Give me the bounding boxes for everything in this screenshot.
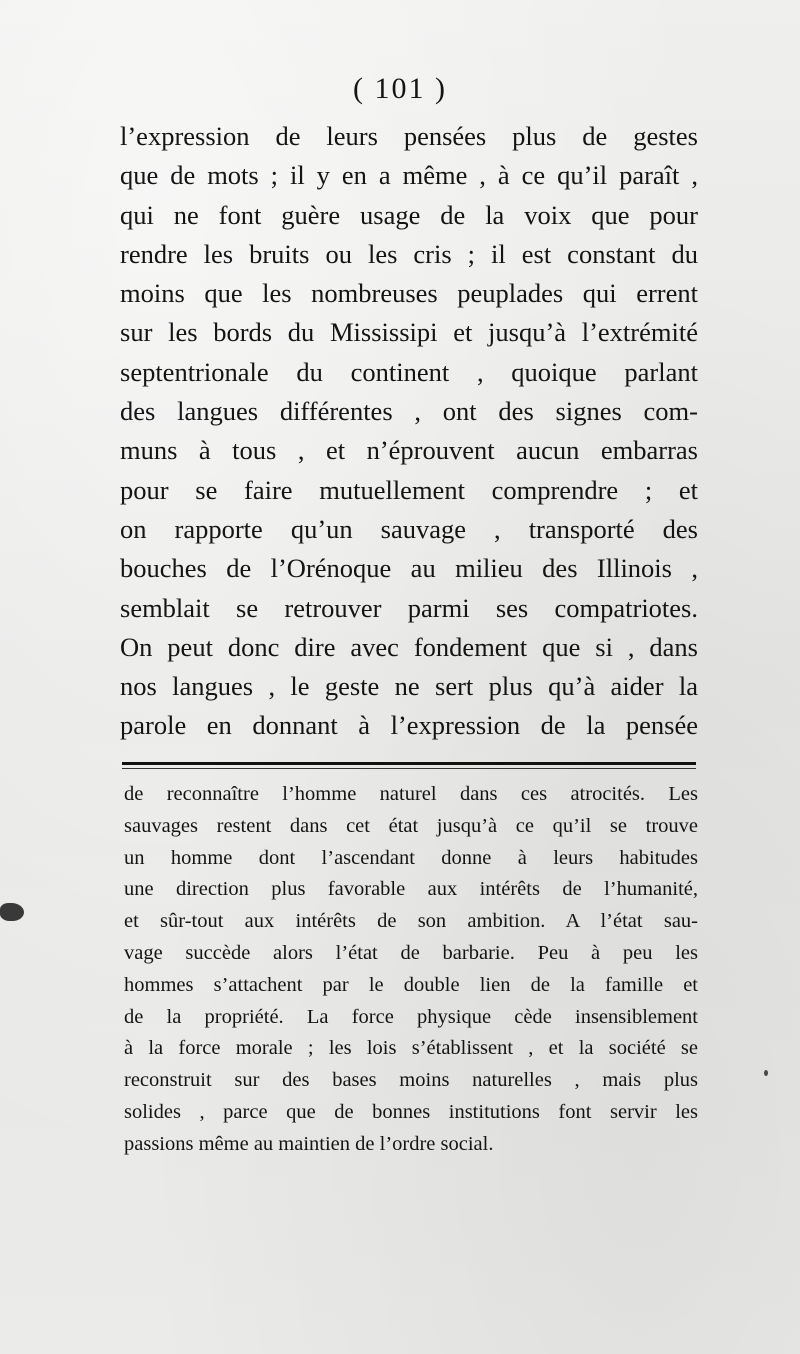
footnote-line: et sûr-tout aux intérêts de son ambition. A l’état sau- [124, 910, 698, 933]
main-text-line: On peut donc dire avec fondement que si , dans [120, 631, 698, 662]
footnote-line: de reconnaître l’homme naturel dans ces atrocités. Les [124, 783, 698, 805]
footnote-line: solides , parce que de bonnes institutions font servir les [124, 1100, 698, 1123]
footnote-line: une direction plus favorable aux intérêts de l’humanité, [124, 878, 698, 901]
footnote-line: à la force morale ; les lois s’établissent , et la société se [124, 1037, 698, 1060]
main-text-line: semblait se retrouver parmi ses compatriotes. [120, 592, 698, 623]
main-text-line: bouches de l’Orénoque au milieu des Illinois , [120, 553, 698, 584]
ink-blot-mark [0, 903, 24, 921]
main-text-line: pour se faire mutuellement comprendre ; et [120, 474, 698, 505]
footnote-block [124, 779, 698, 1161]
footnote-separator-rule [122, 762, 696, 765]
main-text-line: l’expression de leurs pensées plus de gestes [120, 121, 698, 151]
main-text-line: nos langues , le geste ne sert plus qu’à aider la [120, 671, 698, 702]
page-number: ( 101 ) [353, 72, 447, 105]
footnote-line: sauvages restent dans cet état jusqu’à ce qu’il se trouve [124, 814, 698, 837]
main-text-line: que de mots ; il y en a même , à ce qu’il paraît , [120, 160, 698, 191]
footnote-line: passions même au maintien de l’ordre social. [124, 1132, 494, 1155]
main-text-line: septentrionale du continent , quoique parlant [120, 356, 698, 387]
main-text-line: parole en donnant à l’expression de la pensée [120, 710, 698, 741]
main-text-line: rendre les bruits ou les cris ; il est constant du [120, 238, 698, 269]
footnote-line: un homme dont l’ascendant donne à leurs habitudes [124, 846, 698, 869]
main-text-line: qui ne font guère usage de la voix que pour [120, 199, 698, 230]
footnote-separator-rule-thin [122, 768, 696, 769]
footnote-line: de la propriété. La force physique cède insensiblement [124, 1005, 698, 1028]
main-text-line: des langues différentes , ont des signes com- [120, 396, 698, 427]
main-text-line: muns à tous , et n’éprouvent aucun embarras [120, 435, 698, 466]
footnote-line: vage succède alors l’état de barbarie. Peu à peu les [124, 941, 698, 964]
footnote-line: hommes s’attachent par le double lien de la famille et [124, 973, 698, 996]
main-text-block [120, 117, 698, 746]
main-text-line: on rapporte qu’un sauvage , transporté des [120, 513, 698, 544]
main-text-line: sur les bords du Mississipi et jusqu’à l’extrémité [120, 317, 698, 348]
main-text-line: moins que les nombreuses peuplades qui errent [120, 278, 698, 309]
ink-dot-mark [764, 1070, 768, 1076]
footnote-line: reconstruit sur des bases moins naturelles , mais plus [124, 1069, 698, 1092]
